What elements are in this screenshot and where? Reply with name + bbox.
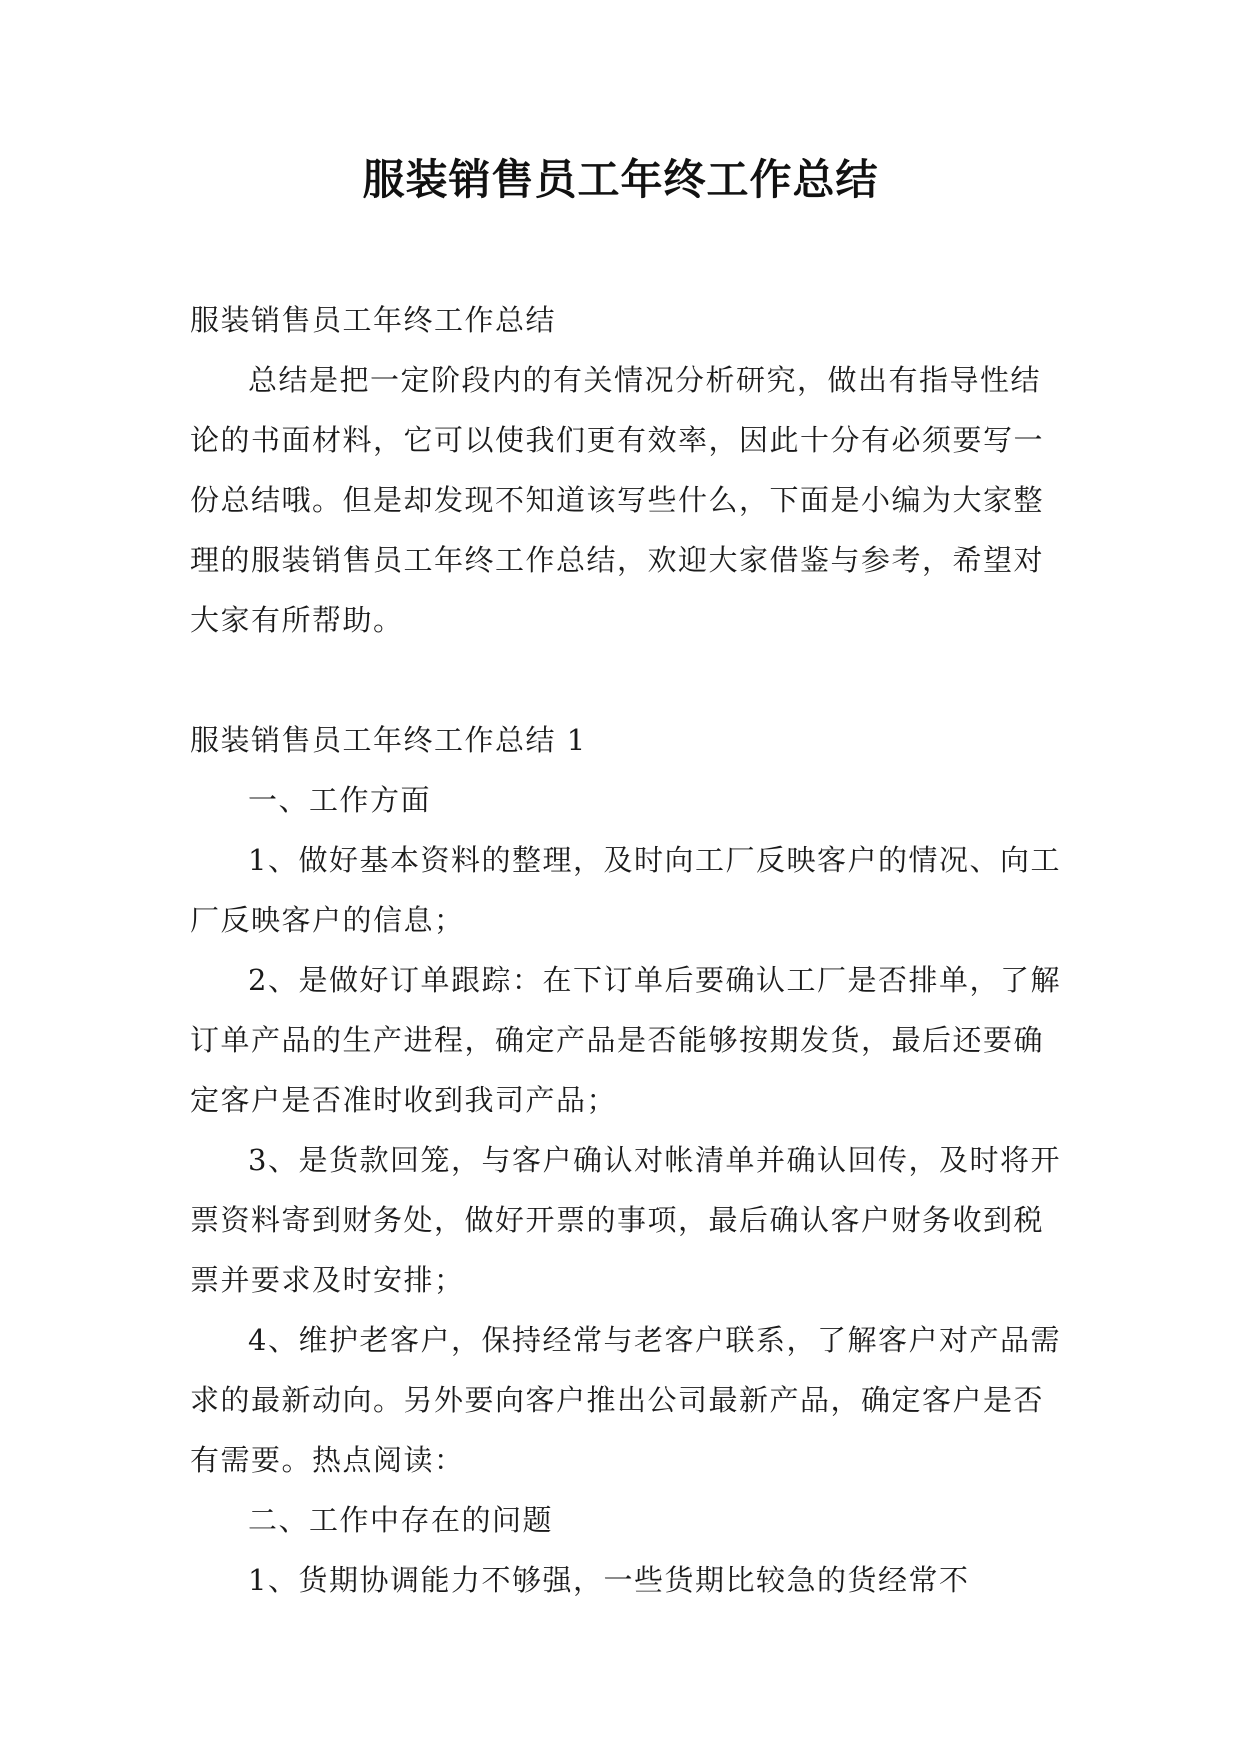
document-title: 服装销售员工年终工作总结 [362, 155, 879, 204]
intro-paragraph: 总结是把一定阶段内的有关情况分析研究，做出有指导性结论的书面材料，它可以使我们更有效率，因此十分有必须要写一份总结哦。但是却发现不知道该写些什么，下面是小编为大家整理的服装销售员工年终工作总结，欢迎大家借鉴与参考，希望对大家有所帮助。 [190, 363, 1045, 637]
body-paragraph: 2、是做好订单跟踪：在下订单后要确认工厂是否排单，了解订单产品的生产进程，确定产品是否能够按期发货，最后还要确定客户是否准时收到我司产品； [190, 963, 1061, 1117]
body-paragraph: 1、货期协调能力不够强，一些货期比较急的货经常不 [248, 1563, 970, 1597]
section-heading: 服装销售员工年终工作总结 [190, 303, 557, 337]
subheading: 一、工作方面 [248, 783, 432, 817]
subheading: 二、工作中存在的问题 [248, 1503, 554, 1537]
body-paragraph: 3、是货款回笼，与客户确认对帐清单并确认回传，及时将开票资料寄到财务处，做好开票的事项，最后确认客户财务收到税票并要求及时安排； [190, 1143, 1061, 1297]
document-body [190, 290, 1070, 1610]
section-heading: 服装销售员工年终工作总结 1 [190, 723, 587, 757]
body-paragraph: 1、做好基本资料的整理，及时向工厂反映客户的情况、向工厂反映客户的信息； [190, 843, 1061, 937]
body-paragraph: 4、维护老客户，保持经常与老客户联系，了解客户对产品需求的最新动向。另外要向客户推出公司最新产品，确定客户是否有需要。热点阅读： [190, 1323, 1061, 1477]
